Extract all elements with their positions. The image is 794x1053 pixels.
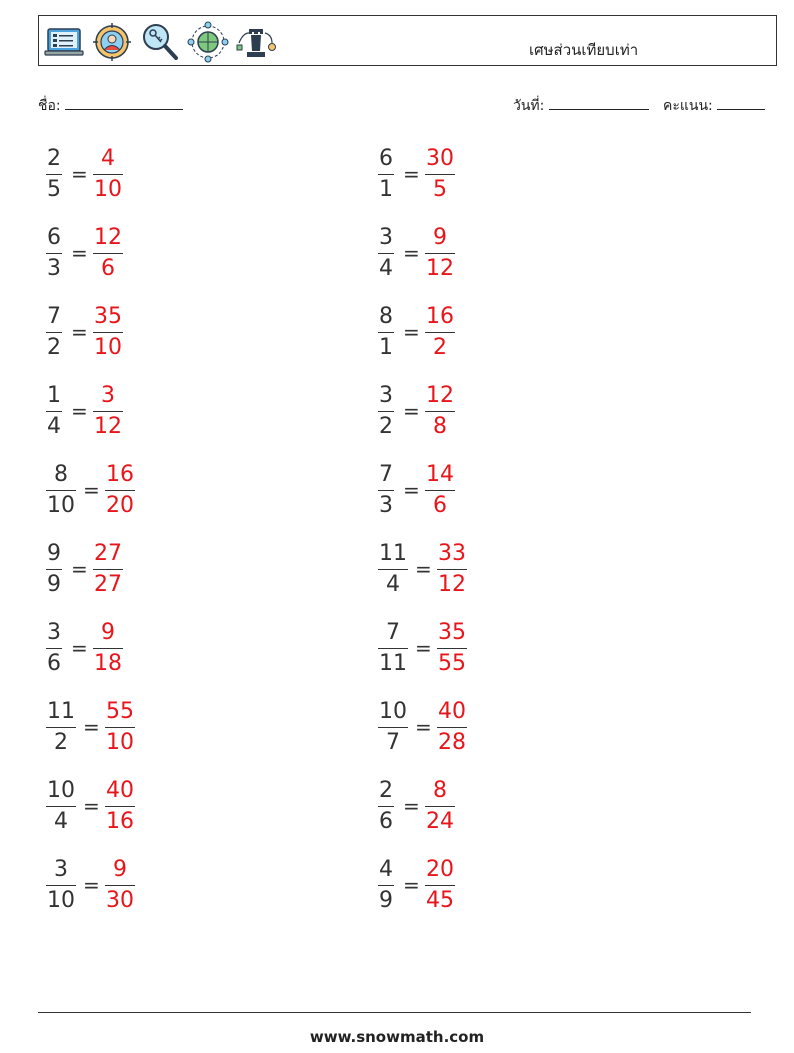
worksheet-header <box>38 15 777 66</box>
equals-sign: = <box>403 320 420 344</box>
given-fraction-numerator: 3 <box>379 383 393 408</box>
laptop-checklist-icon <box>43 21 85 63</box>
given-fraction-denominator: 10 <box>47 888 75 913</box>
given-fraction-numerator: 1 <box>47 383 61 408</box>
fraction-bar <box>93 332 123 333</box>
given-fraction-numerator: 8 <box>379 304 393 329</box>
answer-fraction-denominator[interactable]: 30 <box>106 888 134 913</box>
equals-sign: = <box>403 399 420 423</box>
given-fraction <box>378 224 394 283</box>
date-blank[interactable] <box>549 95 649 110</box>
equals-sign: = <box>403 241 420 265</box>
fraction-bar <box>378 569 408 570</box>
given-fraction <box>378 698 408 757</box>
answer-fraction <box>93 224 123 283</box>
fraction-bar <box>437 648 467 649</box>
given-fraction <box>46 619 62 678</box>
equals-sign: = <box>83 478 100 502</box>
given-fraction-numerator: 3 <box>54 857 68 882</box>
given-fraction-numerator: 2 <box>47 146 61 171</box>
given-fraction-denominator: 3 <box>379 493 393 518</box>
answer-fraction <box>425 303 455 362</box>
given-fraction-numerator: 10 <box>47 778 75 803</box>
answer-fraction-denominator[interactable]: 12 <box>438 572 466 597</box>
equals-sign: = <box>71 320 88 344</box>
fraction-bar <box>105 806 135 807</box>
given-fraction <box>46 461 76 520</box>
given-fraction-numerator: 8 <box>54 462 68 487</box>
user-target-icon <box>91 21 133 63</box>
given-fraction-numerator: 6 <box>379 146 393 171</box>
header-icons <box>43 20 277 64</box>
answer-fraction <box>425 224 455 283</box>
answer-fraction <box>93 303 123 362</box>
answer-fraction <box>437 698 467 757</box>
given-fraction-numerator: 6 <box>47 225 61 250</box>
given-fraction-denominator: 1 <box>379 335 393 360</box>
answer-fraction <box>425 777 455 836</box>
given-fraction-denominator: 9 <box>379 888 393 913</box>
given-fraction <box>378 461 394 520</box>
equals-sign: = <box>403 794 420 818</box>
answer-fraction-denominator[interactable]: 18 <box>94 651 122 676</box>
answer-fraction-denominator[interactable]: 10 <box>106 730 134 755</box>
given-fraction <box>378 856 394 915</box>
footer-divider <box>38 1012 751 1013</box>
fraction-bar <box>378 727 408 728</box>
score-label: คะแนน: <box>663 98 713 114</box>
equals-sign: = <box>415 636 432 660</box>
footer-url: www.snowmath.com <box>309 1028 485 1046</box>
given-fraction-denominator: 2 <box>379 414 393 439</box>
given-fraction <box>46 540 62 599</box>
name-field <box>38 95 183 117</box>
fraction-bar <box>378 648 408 649</box>
equals-sign: = <box>83 715 100 739</box>
given-fraction-numerator: 7 <box>379 462 393 487</box>
given-fraction-denominator: 5 <box>47 177 61 202</box>
date-label: วันที่: <box>513 98 545 114</box>
answer-fraction <box>93 382 123 441</box>
given-fraction <box>46 856 76 915</box>
fraction-bar <box>46 806 76 807</box>
fraction-bar <box>425 806 455 807</box>
given-fraction-numerator: 3 <box>47 620 61 645</box>
fraction-bar <box>105 885 135 886</box>
answer-fraction-numerator[interactable]: 35 <box>94 304 122 329</box>
given-fraction <box>378 303 394 362</box>
fraction-bar <box>46 411 62 412</box>
given-fraction <box>46 382 62 441</box>
given-fraction <box>378 540 408 599</box>
fraction-bar <box>46 253 62 254</box>
answer-fraction-numerator[interactable]: 35 <box>438 620 466 645</box>
answer-fraction-numerator[interactable]: 27 <box>94 541 122 566</box>
name-label: ชื่อ: <box>38 98 61 114</box>
given-fraction-denominator: 2 <box>47 335 61 360</box>
answer-fraction-numerator[interactable]: 55 <box>106 699 134 724</box>
answer-fraction-denominator[interactable]: 6 <box>101 256 115 281</box>
answer-fraction-numerator[interactable]: 8 <box>433 778 447 803</box>
fraction-bar <box>46 174 62 175</box>
fraction-bar <box>425 332 455 333</box>
fraction-bar <box>46 885 76 886</box>
given-fraction-numerator: 4 <box>379 857 393 882</box>
given-fraction <box>46 145 62 204</box>
fraction-bar <box>425 885 455 886</box>
chess-rook-icon <box>235 21 277 63</box>
given-fraction-denominator: 4 <box>379 256 393 281</box>
given-fraction <box>46 777 76 836</box>
equals-sign: = <box>71 557 88 581</box>
fraction-bar <box>425 174 455 175</box>
answer-fraction <box>425 145 455 204</box>
fraction-bar <box>93 174 123 175</box>
fraction-bar <box>378 806 394 807</box>
given-fraction-numerator: 11 <box>47 699 75 724</box>
given-fraction <box>46 698 76 757</box>
answer-fraction <box>105 777 135 836</box>
globe-network-icon <box>187 21 229 63</box>
given-fraction-denominator: 9 <box>47 572 61 597</box>
given-fraction <box>378 619 408 678</box>
answer-fraction-numerator[interactable]: 3 <box>101 383 115 408</box>
answer-fraction <box>437 619 467 678</box>
fraction-bar <box>93 411 123 412</box>
given-fraction-numerator: 3 <box>379 225 393 250</box>
name-blank[interactable] <box>65 95 183 110</box>
score-blank[interactable] <box>717 95 765 110</box>
given-fraction <box>46 224 62 283</box>
given-fraction-denominator: 6 <box>379 809 393 834</box>
answer-fraction-numerator[interactable]: 4 <box>101 146 115 171</box>
answer-fraction-denominator[interactable]: 24 <box>426 809 454 834</box>
given-fraction <box>378 382 394 441</box>
magnifier-key-icon <box>139 21 181 63</box>
given-fraction-denominator: 10 <box>47 493 75 518</box>
fraction-bar <box>425 411 455 412</box>
given-fraction-denominator: 4 <box>386 572 400 597</box>
answer-fraction-numerator[interactable]: 12 <box>94 225 122 250</box>
answer-fraction <box>425 856 455 915</box>
fraction-bar <box>378 411 394 412</box>
fraction-bar <box>93 569 123 570</box>
equals-sign: = <box>71 241 88 265</box>
equals-sign: = <box>71 399 88 423</box>
answer-fraction-numerator[interactable]: 33 <box>438 541 466 566</box>
answer-fraction-denominator[interactable]: 10 <box>94 335 122 360</box>
answer-fraction-denominator[interactable]: 6 <box>433 493 447 518</box>
answer-fraction <box>93 540 123 599</box>
answer-fraction-numerator[interactable]: 9 <box>113 857 127 882</box>
answer-fraction-numerator[interactable]: 40 <box>438 699 466 724</box>
equals-sign: = <box>71 162 88 186</box>
given-fraction <box>378 145 394 204</box>
answer-fraction-denominator[interactable]: 45 <box>426 888 454 913</box>
answer-fraction-denominator[interactable]: 12 <box>426 256 454 281</box>
fraction-bar <box>46 569 62 570</box>
answer-fraction-numerator[interactable]: 9 <box>433 225 447 250</box>
given-fraction-numerator: 7 <box>386 620 400 645</box>
given-fraction-numerator: 9 <box>47 541 61 566</box>
given-fraction-denominator: 3 <box>47 256 61 281</box>
answer-fraction <box>105 856 135 915</box>
answer-fraction-numerator[interactable]: 40 <box>106 778 134 803</box>
answer-fraction-denominator[interactable]: 10 <box>94 177 122 202</box>
given-fraction-denominator: 4 <box>47 414 61 439</box>
fraction-bar <box>425 253 455 254</box>
answer-fraction-denominator[interactable]: 8 <box>433 414 447 439</box>
answer-fraction-numerator[interactable]: 12 <box>426 383 454 408</box>
given-fraction-denominator: 6 <box>47 651 61 676</box>
given-fraction-denominator: 1 <box>379 177 393 202</box>
fraction-bar <box>46 648 62 649</box>
answer-fraction <box>425 461 455 520</box>
given-fraction-numerator: 10 <box>379 699 407 724</box>
equals-sign: = <box>403 478 420 502</box>
answer-fraction-denominator[interactable]: 5 <box>433 177 447 202</box>
answer-fraction-denominator[interactable]: 16 <box>106 809 134 834</box>
given-fraction-denominator: 2 <box>54 730 68 755</box>
equals-sign: = <box>415 557 432 581</box>
fraction-bar <box>378 253 394 254</box>
fraction-bar <box>93 253 123 254</box>
fraction-bar <box>437 727 467 728</box>
answer-fraction-numerator[interactable]: 14 <box>426 462 454 487</box>
answer-fraction-denominator[interactable]: 20 <box>106 493 134 518</box>
answer-fraction-denominator[interactable]: 27 <box>94 572 122 597</box>
fraction-bar <box>378 174 394 175</box>
equals-sign: = <box>403 162 420 186</box>
fraction-bar <box>105 490 135 491</box>
fraction-bar <box>46 727 76 728</box>
given-fraction-numerator: 7 <box>47 304 61 329</box>
answer-fraction-denominator[interactable]: 28 <box>438 730 466 755</box>
given-fraction-numerator: 11 <box>379 541 407 566</box>
answer-fraction-numerator[interactable]: 30 <box>426 146 454 171</box>
answer-fraction-denominator[interactable]: 55 <box>438 651 466 676</box>
equals-sign: = <box>71 636 88 660</box>
given-fraction-numerator: 2 <box>379 778 393 803</box>
equals-sign: = <box>403 873 420 897</box>
given-fraction-denominator: 7 <box>386 730 400 755</box>
given-fraction-denominator: 11 <box>379 651 407 676</box>
answer-fraction <box>105 461 135 520</box>
answer-fraction <box>437 540 467 599</box>
answer-fraction-denominator[interactable]: 12 <box>94 414 122 439</box>
date-field <box>513 95 649 117</box>
answer-fraction <box>93 145 123 204</box>
answer-fraction <box>93 619 123 678</box>
fraction-bar <box>93 648 123 649</box>
fraction-bar <box>378 490 394 491</box>
given-fraction <box>46 303 62 362</box>
given-fraction-denominator: 4 <box>54 809 68 834</box>
answer-fraction <box>105 698 135 757</box>
answer-fraction-numerator[interactable]: 20 <box>426 857 454 882</box>
fraction-bar <box>437 569 467 570</box>
equals-sign: = <box>415 715 432 739</box>
equals-sign: = <box>83 873 100 897</box>
score-field <box>663 95 765 117</box>
answer-fraction-numerator[interactable]: 16 <box>106 462 134 487</box>
fraction-bar <box>46 332 62 333</box>
fraction-bar <box>46 490 76 491</box>
fraction-bar <box>105 727 135 728</box>
fraction-bar <box>425 490 455 491</box>
answer-fraction-denominator[interactable]: 2 <box>433 335 447 360</box>
answer-fraction-numerator[interactable]: 16 <box>426 304 454 329</box>
worksheet-title: เศษส่วนเทียบเท่า <box>529 41 639 59</box>
equals-sign: = <box>83 794 100 818</box>
answer-fraction-numerator[interactable]: 9 <box>101 620 115 645</box>
fraction-bar <box>378 885 394 886</box>
given-fraction <box>378 777 394 836</box>
fraction-bar <box>378 332 394 333</box>
answer-fraction <box>425 382 455 441</box>
